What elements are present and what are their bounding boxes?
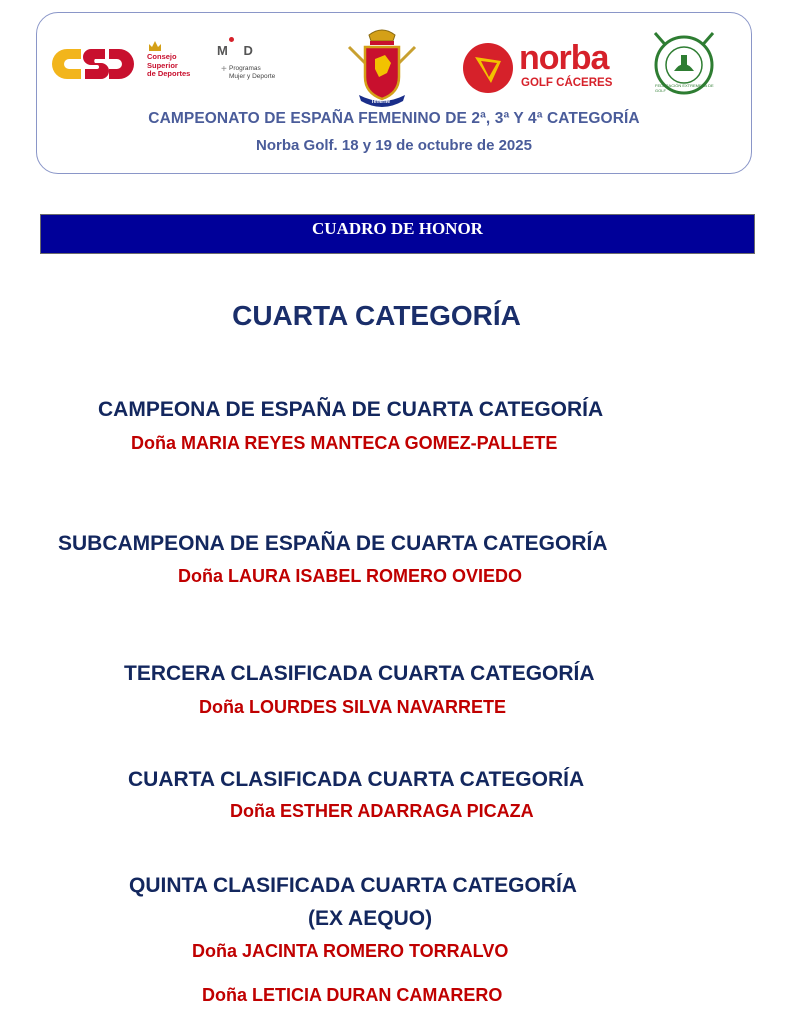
category-title: CUARTA CATEGORÍA (232, 300, 521, 331)
rfeg-shield-logo (345, 25, 419, 111)
award-title-3: TERCERA CLASIFICADA CUARTA CATEGORÍA (124, 662, 595, 685)
mid-line-2: Mujer y Deporte (229, 72, 276, 80)
award-title-4: CUARTA CLASIFICADA CUARTA CATEGORÍA (128, 768, 585, 791)
mid-letters: M D (217, 43, 259, 58)
norba-word: norba (519, 39, 609, 77)
federation-seal-icon (649, 27, 719, 107)
award-note-5: (EX AEQUO) (308, 907, 433, 930)
award-winner-5a: Doña JACINTA ROMERO TORRALVO (192, 941, 509, 961)
federation-ring-text: FEDERACIÓN EXTREMEÑA DE GOLF (655, 83, 714, 93)
csd-mark-icon (51, 41, 141, 87)
award-winner-2: Doña LAURA ISABEL ROMERO OVIEDO (178, 566, 523, 586)
championship-subtitle: Norba Golf. 18 y 19 de octubre de 2025 (256, 137, 532, 154)
award-title-1: CAMPEONA DE ESPAÑA DE CUARTA CATEGORÍA (98, 398, 604, 421)
shield-ribbon-text: Tenerife (371, 99, 391, 105)
award-title-2: SUBCAMPEONA DE ESPAÑA DE CUARTA CATEGORÍA (58, 532, 608, 555)
championship-title: CAMPEONATO DE ESPAÑA FEMENINO DE 2ª, 3ª Y 4ª CATEGORÍA (148, 110, 640, 127)
mid-text (229, 65, 275, 80)
csd-line-2: Superior (147, 60, 178, 70)
award-winner-4: Doña ESTHER ADARRAGA PICAZA (230, 801, 534, 821)
mid-line-1: Programas (229, 65, 261, 72)
csd-line-3: de Deportes (147, 69, 191, 78)
mid-dot-icon (229, 37, 234, 42)
csd-logo (51, 41, 201, 91)
norba-subtitle: GOLF CÁCERES (521, 77, 613, 89)
norba-golf-logo (461, 41, 631, 95)
award-winner-1: Doña MARIA REYES MANTECA GOMEZ-PALLETE (131, 433, 558, 453)
header-card (36, 12, 752, 174)
csd-line-1: Consejo (147, 52, 177, 61)
csd-text (147, 53, 190, 79)
mujer-deporte-logo (207, 35, 297, 95)
crown-icon (147, 39, 163, 53)
award-title-5: QUINTA CLASIFICADA CUARTA CATEGORÍA (129, 874, 577, 897)
award-winner-3: Doña LOURDES SILVA NAVARRETE (199, 697, 507, 717)
plus-icon: + (221, 64, 227, 75)
norba-flag-icon (461, 41, 515, 95)
award-winner-5b: Doña LETICIA DURAN CAMARERO (202, 985, 503, 1005)
federacion-extremena-logo (649, 27, 719, 107)
honor-banner: CUADRO DE HONOR (40, 214, 755, 254)
